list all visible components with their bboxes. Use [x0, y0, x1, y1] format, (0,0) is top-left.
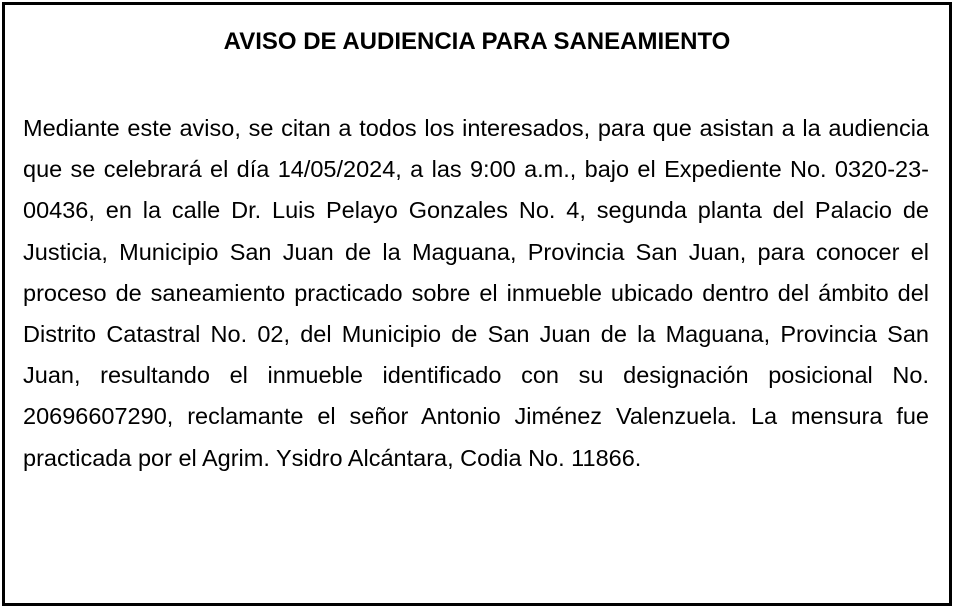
- notice-title: AVISO DE AUDIENCIA PARA SANEAMIENTO: [223, 28, 731, 55]
- notice-body: Mediante este aviso, se citan a todos los interesados, para que asistan a la audiencia que se celebrará el día 14/05/2024, a las 9:00 a.m., bajo el Expediente No. 0320-23-00436, en la calle Dr. Luis Pelayo Gonzales No. 4, segunda planta del Palacio de Justicia, Municipio San Juan de la Maguana, Provincia San Juan, para conocer el proceso de saneamiento practicado sobre el inmueble ubicado dentro del ámbito del Distrito Catastral No. 02, del Municipio de San Juan de la Maguana, Provincia San Juan, resultando el inmueble identificado con su designación posicional No. 20696607290, reclamante el señor Antonio Jiménez Valenzuela. La mensura fue practicada por el Agrim. Ysidro Alcántara, Codia No. 11866.: [23, 115, 929, 471]
- notice-frame: [2, 2, 952, 606]
